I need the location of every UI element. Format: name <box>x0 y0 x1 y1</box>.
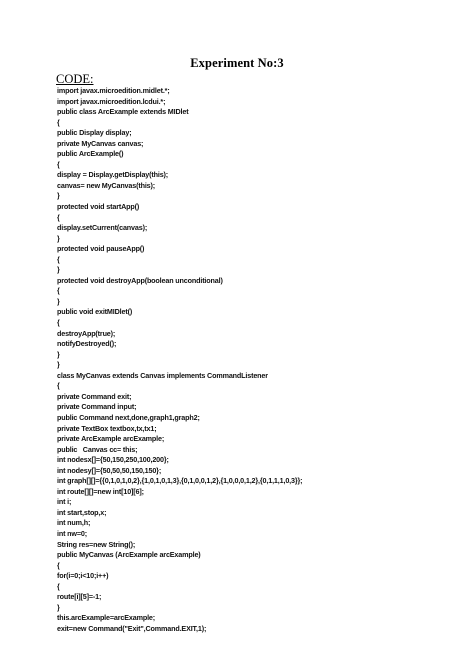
code-line: private Command input; <box>57 402 137 412</box>
code-line: public Canvas cc= this; <box>57 444 138 454</box>
code-line: protected void pauseApp() <box>57 244 145 254</box>
code-line: int nw=0; <box>57 528 87 538</box>
code-line: class MyCanvas extends Canvas implements CommandListener <box>57 370 268 380</box>
code-block <box>57 86 457 634</box>
code-line: public ArcExample() <box>57 149 124 159</box>
code-line: String res=new String(); <box>57 539 136 549</box>
code-line: canvas= new MyCanvas(this); <box>57 180 156 190</box>
code-line: route[i][5]=-1; <box>57 592 102 602</box>
code-line: private TextBox textbox,tx,tx1; <box>57 423 157 433</box>
code-line: int num,h; <box>57 518 91 528</box>
code-line: display.setCurrent(canvas); <box>57 223 148 233</box>
code-line: private MyCanvas canvas; <box>57 138 144 148</box>
code-line: public Command next,done,graph1,graph2; <box>57 412 200 422</box>
code-line: { <box>57 212 60 222</box>
code-line: } <box>57 265 60 275</box>
code-line: public void exitMIDlet() <box>57 307 133 317</box>
code-line: { <box>57 159 60 169</box>
code-line: } <box>57 349 60 359</box>
code-line: int start,stop,x; <box>57 507 107 517</box>
code-line: { <box>57 560 60 570</box>
code-line: int route[][]=new int[10][6]; <box>57 486 144 496</box>
code-line: notifyDestroyed(); <box>57 339 117 349</box>
code-line: import javax.microedition.midlet.*; <box>57 86 170 95</box>
code-line: private Command exit; <box>57 391 132 401</box>
code-line: display = Display.getDisplay(this); <box>57 170 169 180</box>
code-line: int graph[][]={{0,1,0,1,0,2},{1,0,1,0,1,3},{0,1,0,0,1,2},{1,0,0,0,1,2},{0,1,1,1,0,3}}; <box>57 476 303 486</box>
code-line: int nodesx[]={50,150,250,100,200}; <box>57 455 169 465</box>
code-line: } <box>57 360 60 370</box>
code-line: public class ArcExample extends MIDlet <box>57 107 189 117</box>
code-line: } <box>57 296 60 306</box>
code-line: { <box>57 286 60 296</box>
code-line: protected void startApp() <box>57 202 140 212</box>
code-line: destroyApp(true); <box>57 328 116 338</box>
code-line: { <box>57 254 60 264</box>
code-line: { <box>57 117 60 127</box>
code-line: public MyCanvas (ArcExample arcExample) <box>57 550 201 560</box>
code-line: } <box>57 191 60 201</box>
code-line: protected void destroyApp(boolean unconditional) <box>57 275 223 285</box>
code-line: public Display display; <box>57 128 132 138</box>
code-line: { <box>57 381 60 391</box>
code-line: } <box>57 602 60 612</box>
code-line: { <box>57 318 60 328</box>
code-line: } <box>57 233 60 243</box>
code-line: this.arcExample=arcExample; <box>57 613 156 623</box>
code-line: for(i=0;i<10;i++) <box>57 571 109 581</box>
page-title: Experiment No:3 <box>190 56 284 70</box>
code-heading: CODE: <box>56 72 94 86</box>
code-line: private ArcExample arcExample; <box>57 434 165 444</box>
code-line: import javax.microedition.lcdui.*; <box>57 96 166 106</box>
code-line: int i; <box>57 497 72 507</box>
code-line: exit=new Command("Exit",Command.EXIT,1); <box>57 623 207 633</box>
code-line: { <box>57 581 60 591</box>
code-line: int nodesy[]={50,50,50,150,150}; <box>57 465 162 475</box>
